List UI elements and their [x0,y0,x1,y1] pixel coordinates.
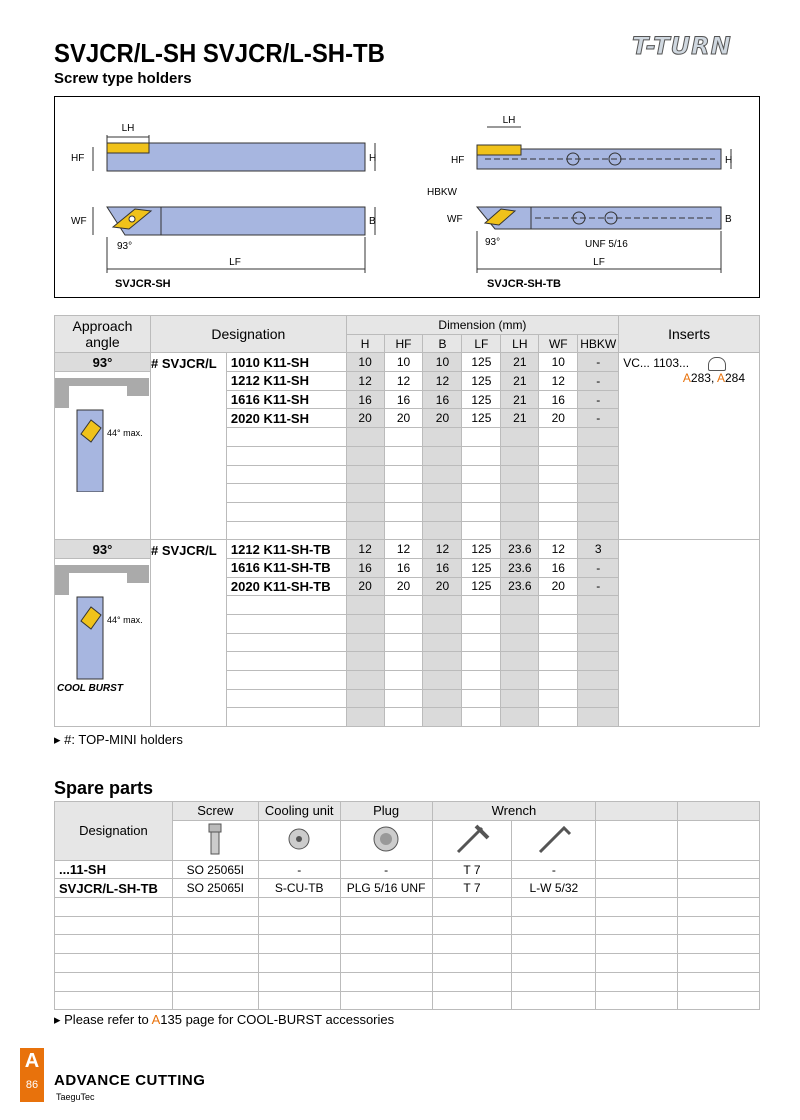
dim-cell: - [578,409,619,428]
cooling-cell: S-CU-TB [258,879,340,898]
dim-cell: 125 [462,390,501,409]
dim-wf-left: WF [71,216,87,227]
dim-cell: 12 [346,372,384,391]
plug-cell: PLG 5/16 UNF [340,879,432,898]
dim-cell: 125 [462,372,501,391]
page-number: 86 [25,1079,39,1091]
dim-cell: - [578,558,619,577]
dim-cell: 23.6 [501,577,539,596]
dim-wf-right: WF [447,214,463,225]
dim-cell: 20 [384,409,423,428]
screw-header: Screw [172,802,258,821]
dim-cell: 12 [423,372,462,391]
dim-cell: 12 [384,540,423,559]
plug-cell: - [340,860,432,879]
wrench-header: Wrench [432,802,596,821]
dim-cell: 10 [384,353,423,372]
empty-row [55,935,760,954]
holder-table [54,315,760,727]
dim-cell: 12 [539,540,578,559]
dim-cell: 3 [578,540,619,559]
col-lh: LH [501,334,539,353]
plug-header: Plug [340,802,432,821]
designation-cell: 2020 K11-SH [226,409,346,428]
dim-cell: - [578,353,619,372]
right-top-view [427,187,732,290]
col-h: H [346,334,384,353]
left-side-view [71,123,376,171]
dim-cell: 125 [462,353,501,372]
insert-ref-letter-a[interactable]: A [682,371,691,386]
designation-prefix: # SVJCR/L [150,353,226,540]
dim-cell: 20 [423,577,462,596]
dim-hbkw: HBKW [427,187,457,198]
insert-ref-letter-b[interactable]: A [716,371,725,386]
screw-cell: SO 25065I [172,860,258,879]
designation-cell: 2020 K11-SH-TB [226,577,346,596]
dim-angle-left: 93° [117,241,133,252]
technical-drawing [54,96,760,298]
dim-lh-right: LH [502,115,516,126]
dim-b-right: B [725,214,732,225]
coolburst-note-ref-letter[interactable]: A [151,1012,161,1027]
dim-cell: 16 [346,390,384,409]
dim-cell: 125 [462,540,501,559]
dim-cell: 10 [423,353,462,372]
dimension-header: Dimension (mm) [346,316,619,335]
designation-header: Designation [150,316,346,353]
advance-cutting-logo: ADVANCE CUTTING [54,1072,206,1089]
designation-prefix: # SVJCR/L [150,540,226,727]
right-side-view [451,115,732,169]
dim-cell: 20 [346,409,384,428]
dim-lh-left: LH [121,123,135,134]
insert-ref-page-283[interactable]: 283, [690,371,717,386]
table-row [55,540,760,559]
brand-logo: T-TURN [632,32,732,60]
coolburst-note-text-2: 135 page for COOL-BURST accessories [160,1012,395,1027]
screw-cell: SO 25065I [172,879,258,898]
top-mini-note: ▸ #: TOP-MINI holders [54,732,183,747]
designation-cell: 1010 K11-SH [226,353,346,372]
designation-cell: 1212 K11-SH [226,372,346,391]
dim-lf-right: LF [593,257,605,268]
empty-row [55,898,760,917]
extra-header-1 [596,802,678,821]
designation-cell: 1616 K11-SH [226,390,346,409]
top-mini-note-text: #: TOP-MINI holders [64,732,183,747]
cooling-unit-header: Cooling unit [258,802,340,821]
dim-cell: 16 [384,390,423,409]
dim-cell: 12 [384,372,423,391]
empty-row [55,954,760,973]
col-hf: HF [384,334,423,353]
coolburst-badge: COOL BURST [57,682,124,694]
max-angle-label-2: 44° max. [107,614,144,625]
coolburst-note: ▸ Please refer to A135 page for COOL-BURST accessories [54,1012,395,1027]
dim-cell: 16 [423,390,462,409]
dim-cell: 125 [462,577,501,596]
dim-cell: 20 [539,577,578,596]
insert-book-icon[interactable] [708,357,726,371]
approach-angle-header: Approach angle [55,316,151,353]
dim-cell: 16 [539,558,578,577]
dim-cell: 20 [423,409,462,428]
section-tab [20,1048,44,1102]
col-lf: LF [462,334,501,353]
turning-operation-illustration [55,372,149,492]
dim-cell: 10 [539,353,578,372]
group2-illustration [55,558,151,726]
max-angle-label-1: 44° max. [107,428,144,439]
empty-row [55,916,760,935]
dim-angle-right: 93° [485,237,501,248]
table-row [55,879,760,898]
spare-parts-title: Spare parts [54,778,154,798]
wrench-cell: T 7 [432,879,512,898]
dim-unf: UNF 5/16 [585,239,628,250]
wrench-cell: L-W 5/32 [512,879,596,898]
dim-cell: 12 [346,540,384,559]
screw-icon [172,820,258,860]
page-title: SVJCR/L-SH SVJCR/L-SH-TB [54,38,385,68]
spare-designation-header: Designation [55,802,173,861]
dim-cell: 12 [423,540,462,559]
dim-cell: 21 [501,372,539,391]
dim-h-right: H [725,155,733,166]
dim-cell: - [578,390,619,409]
dim-hf-left: HF [71,153,85,164]
empty-row [55,991,760,1010]
dim-cell: 21 [501,409,539,428]
dim-cell: - [578,577,619,596]
wrench-cell: - [512,860,596,879]
spare-parts-table [54,801,760,1010]
dim-cell: 10 [346,353,384,372]
col-wf: WF [539,334,578,353]
insert-ref-page-284[interactable]: 284 [724,371,745,386]
designation-cell: 1616 K11-SH-TB [226,558,346,577]
plug-icon [340,820,432,860]
dim-cell: 20 [346,577,384,596]
dim-cell: 23.6 [501,558,539,577]
dim-cell: 20 [539,409,578,428]
table-row [55,353,760,372]
left-drawing-label: SVJCR-SH [115,278,171,290]
inserts-header: Inserts [619,316,760,353]
dim-cell: 20 [384,577,423,596]
torx-wrench-icon [432,820,512,860]
turning-operation-illustration [55,559,149,699]
dim-cell: 16 [423,558,462,577]
cooling-cell: - [258,860,340,879]
dim-cell: 125 [462,409,501,428]
dim-lf-left: LF [229,257,241,268]
wrench-cell: T 7 [432,860,512,879]
approach-angle-cell: 93° [55,353,151,372]
dim-b-left: B [369,216,376,227]
taegutec-logo: TaeguTec [56,1092,95,1102]
insert-cell [619,353,760,540]
empty-row [55,972,760,991]
coolburst-note-text-1: Please refer to [64,1012,152,1027]
col-b: B [423,334,462,353]
page-subtitle: Screw type holders [54,70,192,87]
dim-cell: 16 [539,390,578,409]
dim-cell: 12 [539,372,578,391]
dim-cell: 125 [462,558,501,577]
cooling-unit-icon [258,820,340,860]
dim-cell: 21 [501,353,539,372]
dim-cell: - [578,372,619,391]
approach-angle-cell: 93° [55,540,151,559]
table-row [55,860,760,879]
group1-illustration [55,372,151,540]
section-letter: A [24,1050,40,1072]
left-top-view [71,207,376,290]
dim-cell: 21 [501,390,539,409]
extra-header-2 [678,802,760,821]
right-drawing-label: SVJCR-SH-TB [487,278,561,290]
spare-designation-cell: SVJCR/L-SH-TB [55,879,173,898]
designation-cell: 1212 K11-SH-TB [226,540,346,559]
insert-cell-empty [619,540,760,727]
insert-code: VC... 1103... [623,356,690,371]
dim-hf-right: HF [451,155,465,166]
drawing-svg [55,97,761,299]
dim-h-left: H [369,153,377,164]
spare-designation-cell: ...11-SH [55,860,173,879]
col-hbkw: HBKW [578,334,619,353]
hex-wrench-icon [512,820,596,860]
dim-cell: 23.6 [501,540,539,559]
dim-cell: 16 [384,558,423,577]
dim-cell: 16 [346,558,384,577]
